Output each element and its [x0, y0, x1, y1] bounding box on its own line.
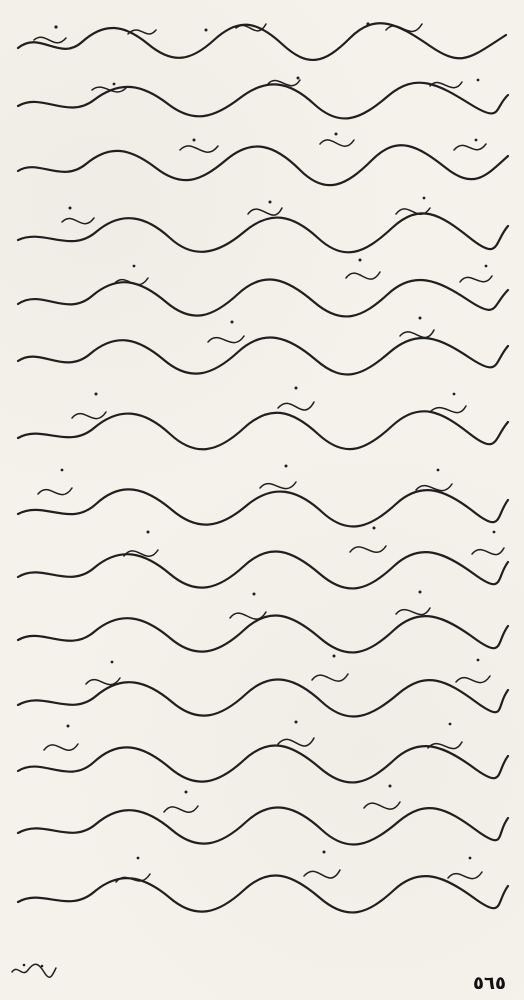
- manuscript-line-10: [18, 608, 508, 652]
- manuscript-line-3: [18, 140, 508, 185]
- manuscript-line-4: [18, 208, 508, 252]
- manuscript-line-12: [18, 738, 508, 782]
- manuscript-line-11: [18, 674, 508, 716]
- manuscript-line-2: [18, 80, 508, 118]
- manuscript-line-8: [18, 482, 508, 526]
- page-number: ٥٦٥: [473, 973, 506, 994]
- manuscript-line-1: [18, 23, 506, 60]
- manuscript-line-6: [18, 330, 508, 374]
- manuscript-line-13: [18, 802, 508, 844]
- manuscript-line-5: [18, 272, 508, 316]
- manuscript-line-9: [18, 546, 508, 588]
- manuscript-line-7: [18, 402, 508, 449]
- manuscript-line-14: [18, 870, 508, 912]
- catchword-mark: [8, 958, 60, 982]
- diacritic-dots: [54, 22, 495, 859]
